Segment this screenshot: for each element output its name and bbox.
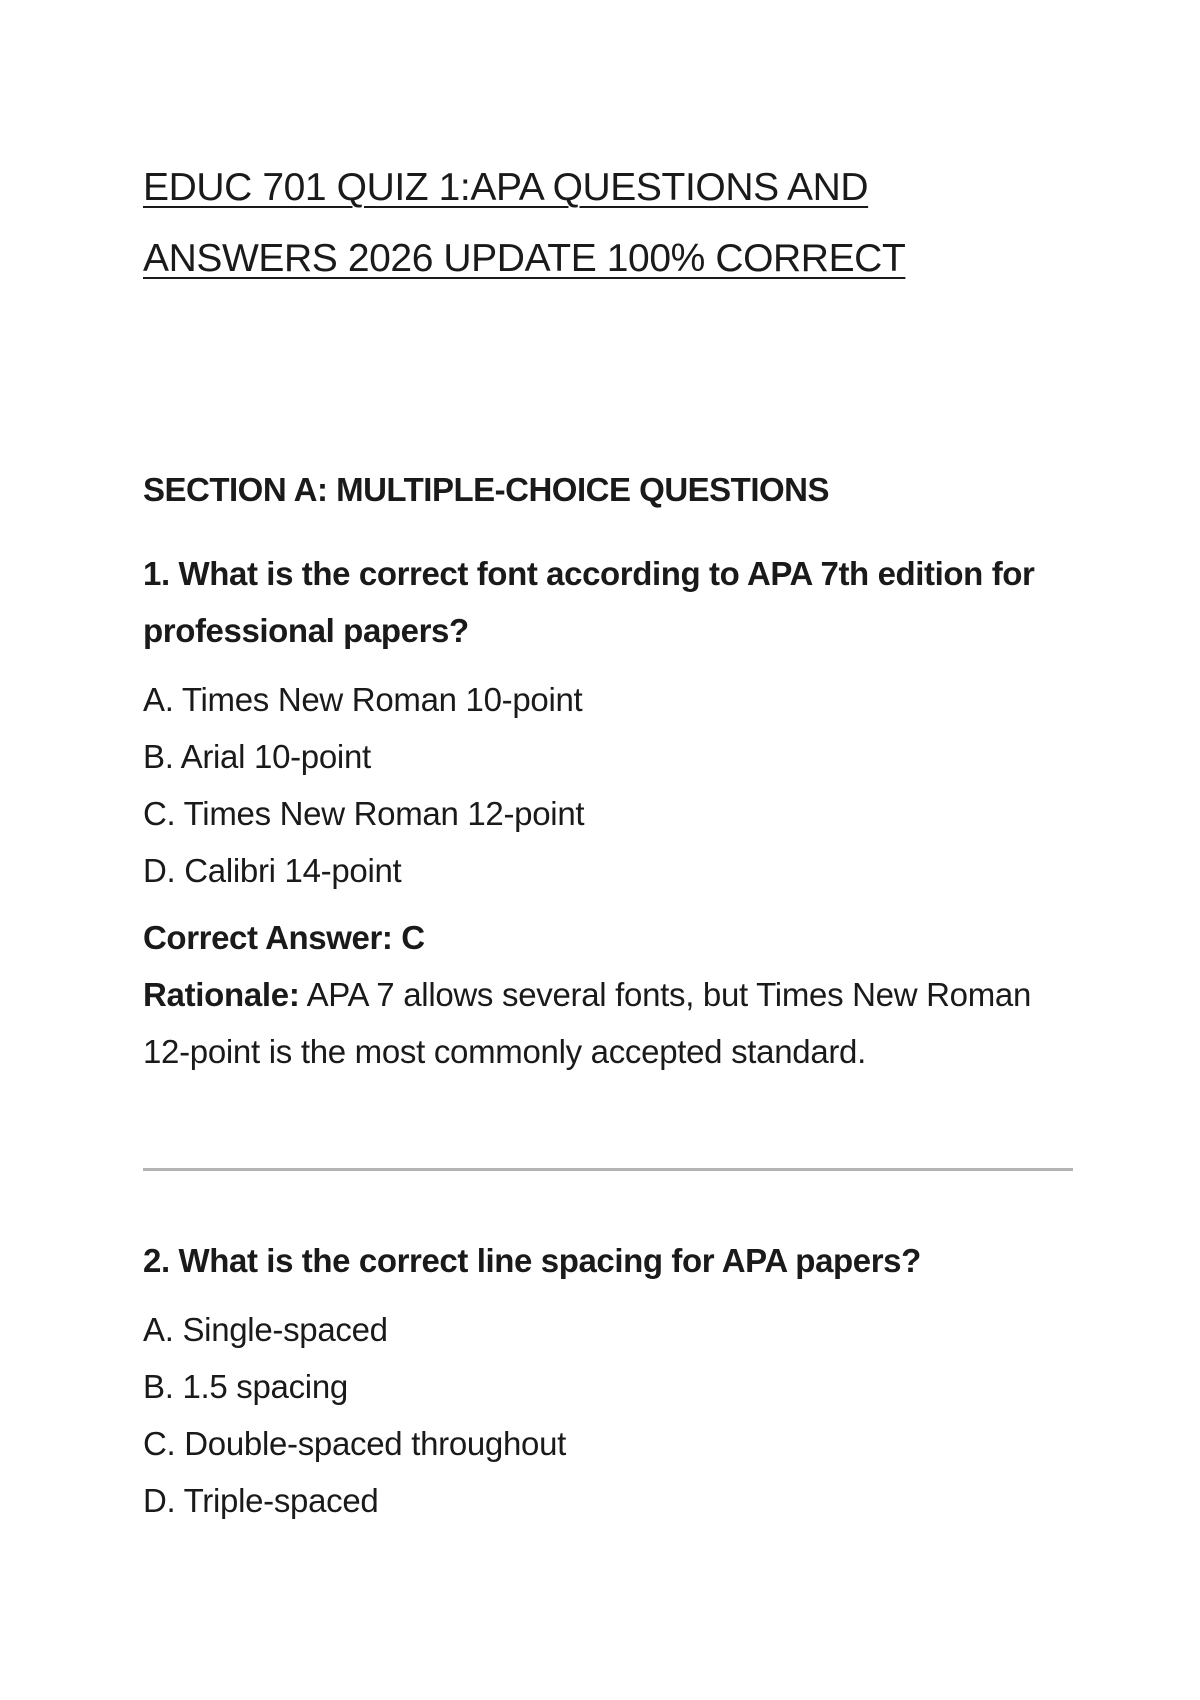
question-1-text: 1. What is the correct font according to APA 7th edition for professional papers? [143,555,1035,649]
document-content [143,152,1073,1519]
question-1 [143,545,1073,1080]
document-title [143,152,1073,294]
question-1-option-a: A. Times New Roman 10-point [143,681,583,718]
question-2-text: 2. What is the correct line spacing for APA papers? [143,1242,921,1279]
document-title-line-2: ANSWERS 2026 UPDATE 100% CORRECT [143,237,906,280]
question-1-option-d: D. Calibri 14-point [143,852,402,889]
question-2-option-c: C. Double-spaced throughout [143,1425,567,1462]
rationale-text: APA 7 allows several fonts, but Times New Roman 12-point is the most commonly accepted standard. [143,976,1032,1070]
question-1-option-c: C. Times New Roman 12-point [143,795,585,832]
question-2-option-d: D. Triple-spaced [143,1482,379,1519]
rationale-label: Rationale: [143,976,300,1013]
question-1-correct-answer: Correct Answer: C [143,919,425,956]
question-1-options [143,671,1073,899]
question-2-option-a: A. Single-spaced [143,1311,388,1348]
section-heading: SECTION A: MULTIPLE-CHOICE QUESTIONS [143,471,830,508]
question-1-rationale [143,966,1073,1080]
question-2-option-b: B. 1.5 spacing [143,1368,348,1405]
question-2 [143,1232,1073,1529]
question-divider [143,1168,1073,1171]
question-1-option-b: B. Arial 10-point [143,738,371,775]
question-2-options [143,1301,1073,1529]
document-title-line-1: EDUC 701 QUIZ 1:APA QUESTIONS AND [143,166,869,209]
